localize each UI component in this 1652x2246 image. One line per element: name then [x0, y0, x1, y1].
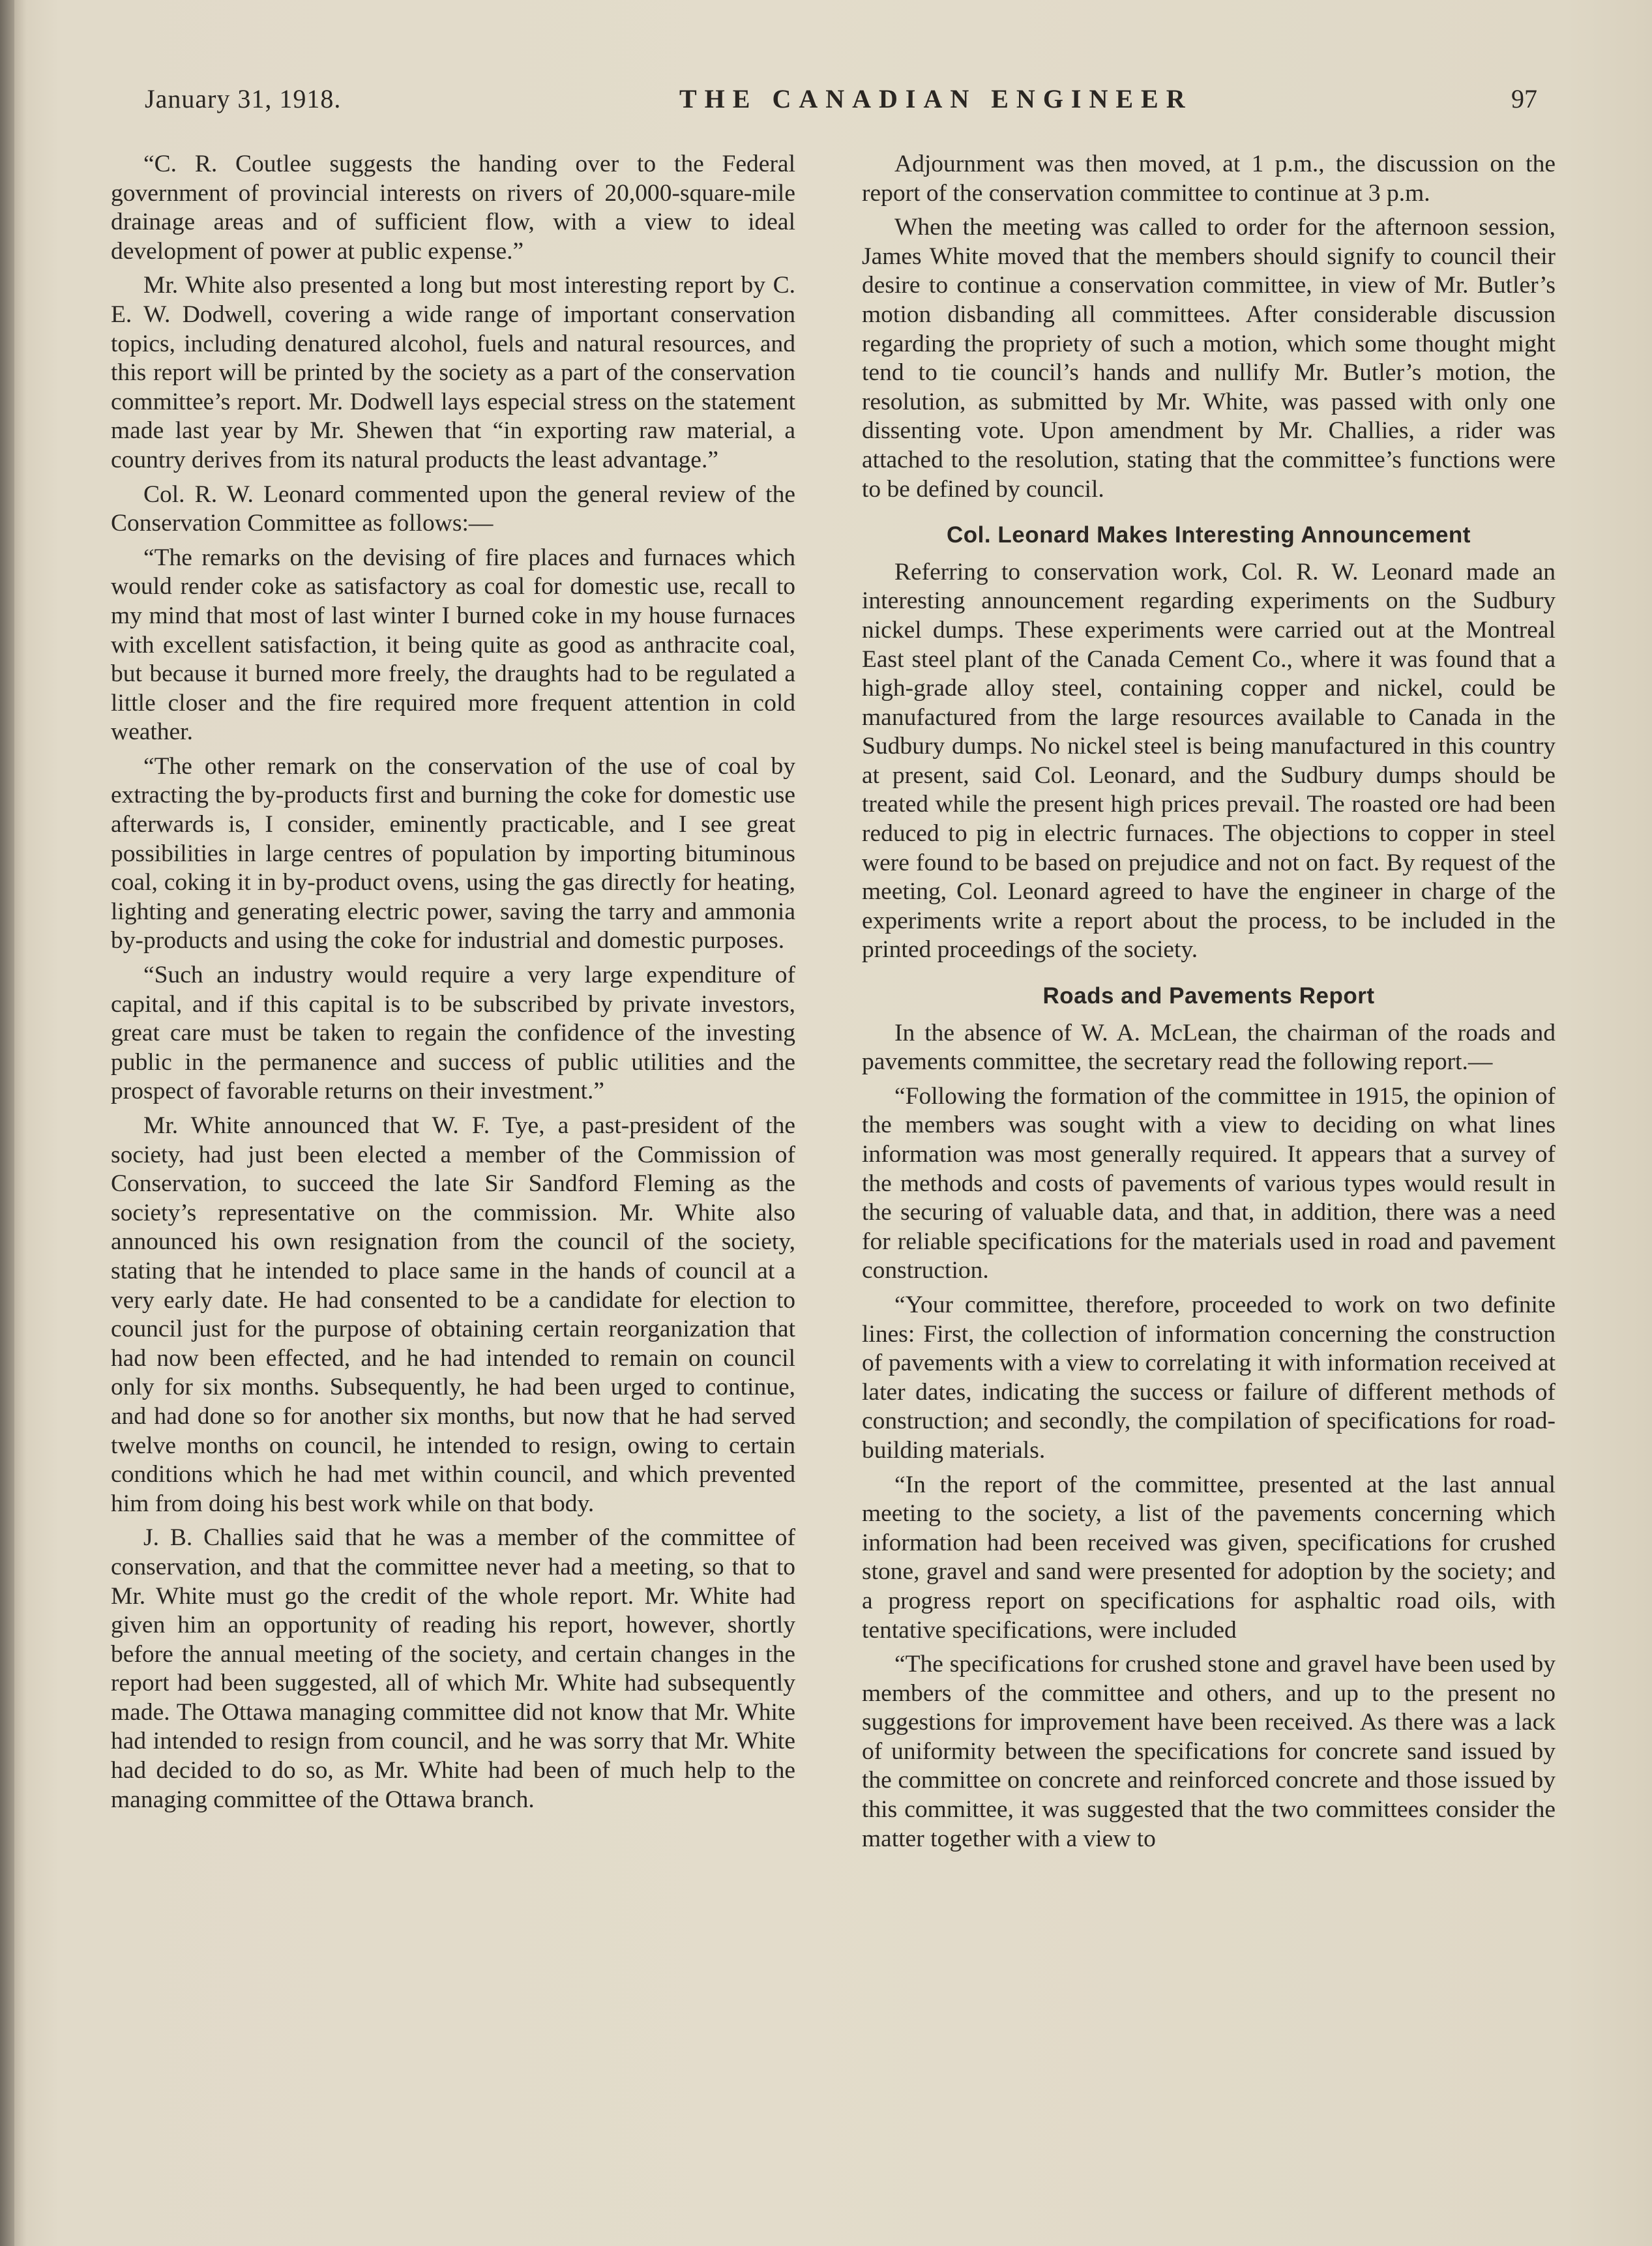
- issue-date: January 31, 1918.: [145, 84, 342, 113]
- publication-title: THE CANADIAN ENGINEER: [679, 84, 1193, 113]
- paragraph: “In the report of the committee, presented at the last annual meeting to the society, a list of the pavements concerning which information had been received was given, specifications for crushed stone, gravel and sand were presented for adoption by the society; and a progress report on specifications for asphaltic road oils, with tentative specifications, were included: [862, 1471, 1556, 1644]
- paragraph: Mr. White announced that W. F. Tye, a past-president of the society, had just been elected a member of the Commission of Conservation, to succeed the late Sir Sandford Fleming as the society’s representative on the commission. Mr. White also announced his own resignation from the council of the society, stating that he intended to place same in the hands of council at a very early date. He had consented to be a candidate for election to council just for the purpose of obtaining certain reorganization that had now been effected, and he had intended to remain on council only for six months. Subsequently, he had been urged to continue, and had done so for another six months, but now that he had served twelve months on council, he intended to resign, owing to certain conditions which he had met within council, and which prevented him from doing his best work while on that body.: [111, 1112, 795, 1517]
- paragraph: In the absence of W. A. McLean, the chairman of the roads and pavements committee, the secretary read the following report.—: [862, 1019, 1556, 1076]
- paragraph: Mr. White also presented a long but most interesting report by C. E. W. Dodwell, covering a wide range of important conservation topics, including denatured alcohol, fuels and natural resources, and this report will be printed by the society as a part of the conservation committee’s report. Mr. Dodwell lays especial stress on the statement made last year by Mr. Shewen that “in exporting raw material, a country derives from its natural products the least advantage.”: [111, 272, 795, 473]
- paragraph: When the meeting was called to order for the afternoon session, James White moved that the members should signify to council their desire to continue a conservation committee, in view of Mr. Butler’s motion disbanding all committees. After considerable discussion regarding the propriety of such a motion, which some thought might tend to tie council’s hands and nullify Mr. Butler’s motion, the resolution, as submitted by Mr. White, was passed with only one dissenting vote. Upon amendment by Mr. Challies, a rider was attached to the resolution, stating that the committee’s functions were to be defined by council.: [862, 214, 1556, 503]
- section-heading: Roads and Pavements Report: [1042, 983, 1375, 1009]
- page-number: 97: [1511, 84, 1537, 113]
- paragraph: “C. R. Coutlee suggests the handing over to the Federal government of provincial interests on rivers of 20,000-square-mile drainage areas and of sufficient flow, with a view to ideal development of power at public expense.”: [111, 151, 795, 265]
- right-column: [862, 150, 1556, 1859]
- paragraph: “The remarks on the devising of fire places and furnaces which would render coke as satisfactory as coal for domestic use, recall to my mind that most of last winter I burned coke in my house furnaces with excellent satisfaction, it being quite as good as anthracite coal, but because it burned more freely, the draughts had to be regulated a little closer and the fire required more frequent attention in cold weather.: [111, 544, 795, 746]
- binding-shadow: [0, 0, 14, 2246]
- paragraph: Referring to conservation work, Col. R. W. Leonard made an interesting announcement regarding experiments on the Sudbury nickel dumps. These experiments were carried out at the Montreal East steel plant of the Canada Cement Co., where it was found that a high-grade alloy steel, containing copper and nickel, could be manufactured from the large resources available to Canada in the Sudbury dumps. No nickel steel is being manufactured in this country at present, said Col. Leonard, and the Sudbury dumps should be treated while the present high prices prevail. The roasted ore had been reduced to pig in electric furnaces. The objections to copper in steel were found to be based on prejudice and not on fact. By request of the meeting, Col. Leonard agreed to have the engineer in charge of the experiments write a report about the process, to be included in the printed proceedings of the society.: [862, 558, 1556, 964]
- paragraph: Adjournment was then moved, at 1 p.m., the discussion on the report of the conservation committee to continue at 3 p.m.: [862, 151, 1556, 207]
- paragraph: “The other remark on the conservation of the use of coal by extracting the by-products first and burning the coke for domestic use afterwards is, I consider, eminently practicable, and I see great possibilities in large centres of population by importing bituminous coal, coking it in by-product ovens, using the gas directly for heating, lighting and generating electric power, saving the tarry and ammonia by-products and using the coke for industrial and domestic purposes.: [111, 752, 795, 954]
- paragraph: J. B. Challies said that he was a member of the committee of conservation, and that the committee never had a meeting, so that to Mr. White must go the credit of the whole report. Mr. White had given him an opportunity of reading his report, however, shortly before the annual meeting of the society, and certain changes in the report had been suggested, all of which Mr. White had subsequently made. The Ottawa managing committee did not know that Mr. White had intended to resign from council, and he was sorry that Mr. White had decided to do so, as Mr. White had been of much help to the managing committee of the Ottawa branch.: [111, 1524, 795, 1813]
- left-column: [111, 150, 795, 1820]
- paragraph: Col. R. W. Leonard commented upon the general review of the Conservation Committee as follows:—: [111, 480, 795, 537]
- paragraph: “Your committee, therefore, proceeded to work on two definite lines: First, the collection of information concerning the construction of pavements with a view to correlating it with information received at later dates, indicating the success or failure of different methods of construction; and secondly, the compilation of specifications for road-building materials.: [862, 1291, 1556, 1464]
- page-header: [145, 83, 1537, 123]
- paragraph: “Following the formation of the committee in 1915, the opinion of the members was sought with a view to deciding on what lines information was most generally required. It appears that a survey of the methods and costs of pavements of various types would result in the securing of valuable data, and that, in addition, there was a need for reliable specifications for the materials used in road and pavement construction.: [862, 1082, 1556, 1284]
- paragraph: “The specifications for crushed stone and gravel have been used by members of the committee and others, and up to the present no suggestions for improvement have been received. As there was a lack of uniformity between the specifications for concrete sand issued by the committee on concrete and reinforced concrete and those issued by this committee, it was suggested that the two committees consider the matter together with a view to: [862, 1651, 1556, 1852]
- section-heading: Col. Leonard Makes Interesting Announcement: [947, 522, 1471, 548]
- paragraph: “Such an industry would require a very large expenditure of capital, and if this capital is to be subscribed by private investors, great care must be taken to regain the confidence of the investing public in the permanence and success of public utilities and the prospect of favorable returns on their investment.”: [111, 962, 795, 1105]
